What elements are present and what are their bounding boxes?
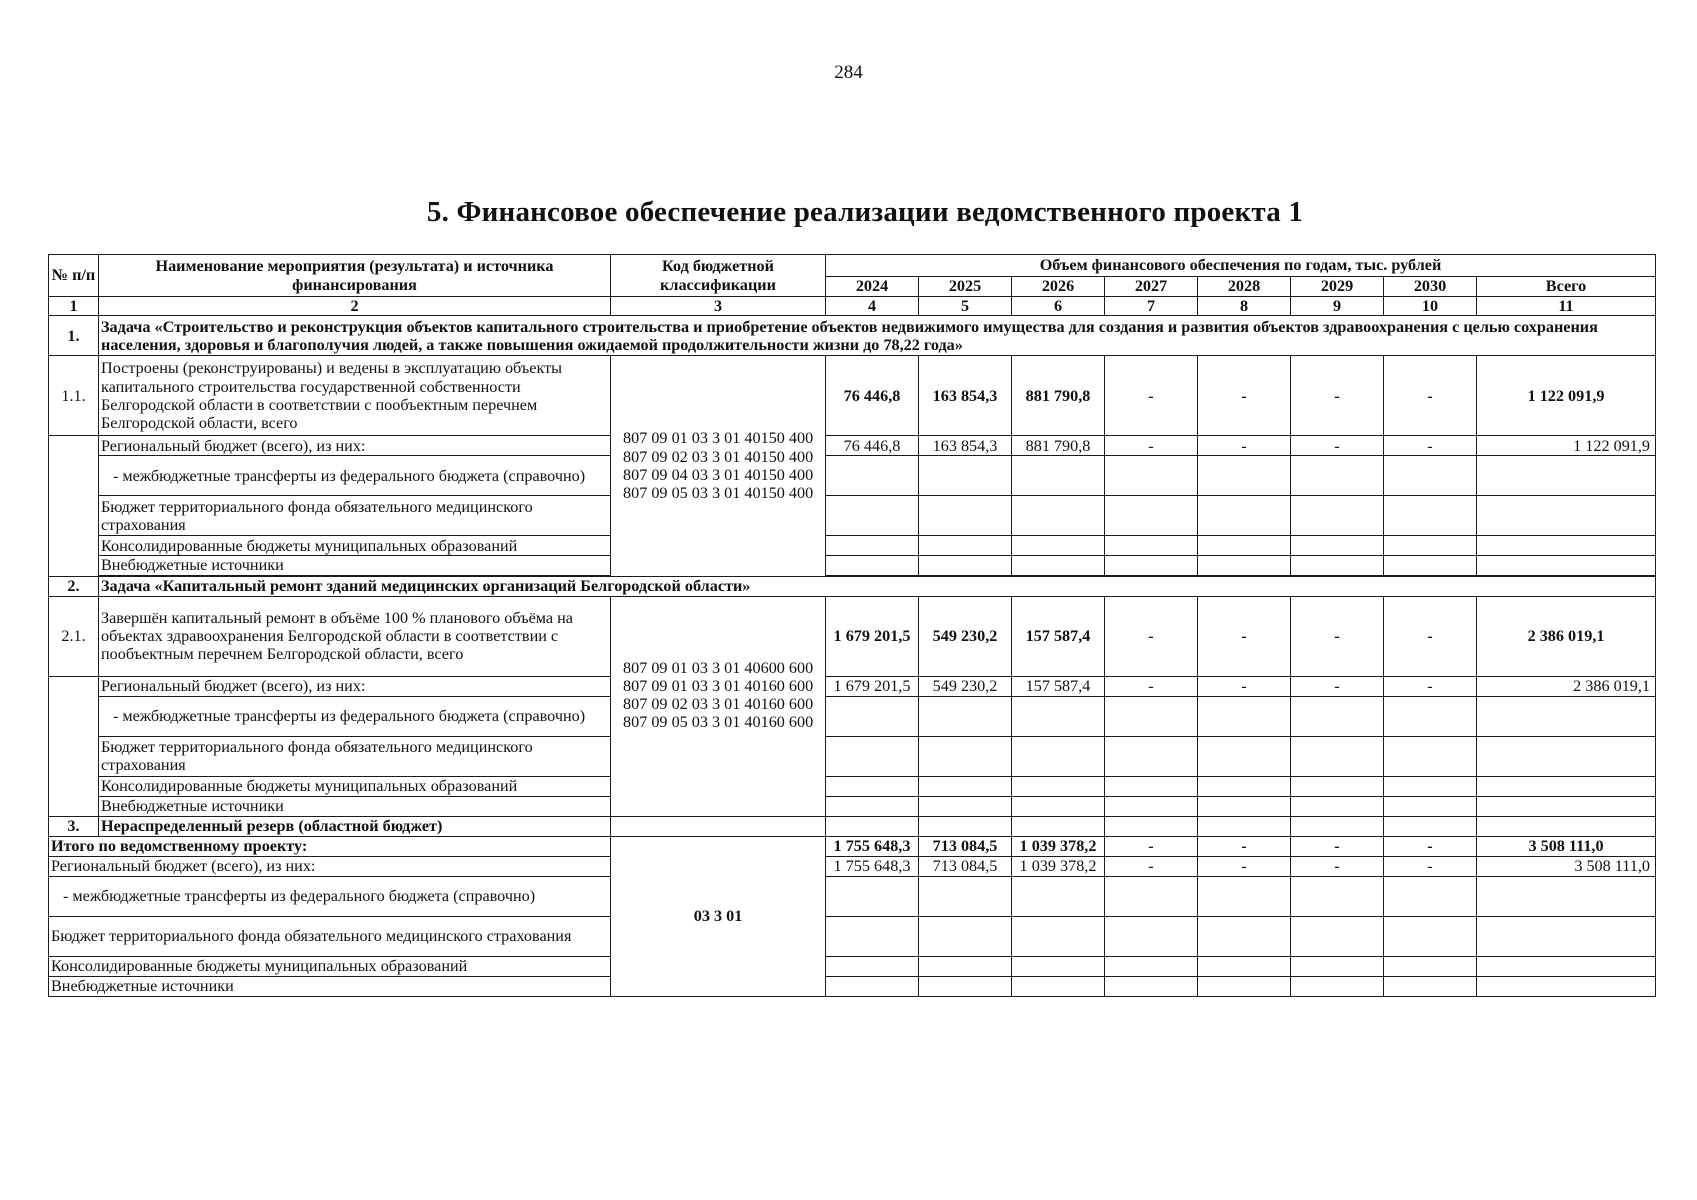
empty-cell	[1291, 736, 1384, 776]
value-cell: 881 790,8	[1012, 436, 1105, 456]
empty-cell	[1198, 536, 1291, 556]
empty-cell	[826, 736, 919, 776]
empty-cell	[1291, 696, 1384, 736]
empty-cell	[1105, 816, 1198, 836]
empty-cell	[1012, 816, 1105, 836]
empty-cell	[1105, 456, 1198, 496]
value-cell: 3 508 111,0	[1477, 836, 1656, 856]
column-number: 4	[826, 297, 919, 316]
budget-codes: 807 09 01 03 3 01 40600 600 807 09 01 03 3 01 40160 600 807 09 02 03 3 01 40160 600 807 09 05 03 3 01 40160 600	[611, 596, 826, 816]
empty-cell	[1477, 696, 1656, 736]
empty-cell	[1012, 796, 1105, 816]
empty-cell	[1105, 876, 1198, 916]
value-cell: 1 039 378,2	[1012, 836, 1105, 856]
empty-cell	[1384, 776, 1477, 796]
value-cell: -	[1384, 596, 1477, 676]
section-title: Задача «Капитальный ремонт зданий медицинских организаций Белгородской области»	[99, 576, 1656, 596]
header-num: № п/п	[49, 255, 99, 297]
empty-cell	[826, 976, 919, 996]
empty-cell	[919, 776, 1012, 796]
empty-cell	[1012, 956, 1105, 976]
empty-cell	[1012, 696, 1105, 736]
value-cell: -	[1105, 836, 1198, 856]
empty-cell	[1198, 876, 1291, 916]
empty-cell	[1384, 496, 1477, 536]
value-cell: -	[1291, 436, 1384, 456]
empty-cell	[1105, 696, 1198, 736]
empty-cell	[1012, 736, 1105, 776]
document-title: 5. Финансовое обеспечение реализации ведомственного проекта 1	[426, 196, 1304, 228]
item-name: Завершён капитальный ремонт в объёме 100 % планового объёма на объектах здравоохранения Белгородской области в соответствии с пообъектным перечнем Белгородской области, всего	[99, 596, 611, 676]
empty-cell	[1291, 956, 1384, 976]
value-cell: 163 854,3	[919, 356, 1012, 436]
value-cell: 2 386 019,1	[1477, 676, 1656, 696]
header-name: Наименование мероприятия (результата) и источника финансирования	[99, 255, 611, 297]
empty-cell	[1198, 556, 1291, 575]
empty-cell	[826, 556, 919, 575]
column-number: 10	[1384, 297, 1477, 316]
value-cell: 1 039 378,2	[1012, 856, 1105, 876]
empty-cell	[1105, 536, 1198, 556]
value-cell: -	[1198, 436, 1291, 456]
value-cell: 1 122 091,9	[1477, 436, 1656, 456]
item-number: 1.1.	[49, 356, 99, 436]
empty-cell	[919, 816, 1012, 836]
empty-cell	[1291, 556, 1384, 575]
source-tfoms: Бюджет территориального фонда обязательного медицинского страхования	[99, 496, 611, 536]
empty-cell	[1384, 816, 1477, 836]
empty-cell	[1477, 496, 1656, 536]
empty-cell	[611, 816, 826, 836]
value-cell: 1 122 091,9	[1477, 356, 1656, 436]
value-cell: 157 587,4	[1012, 596, 1105, 676]
source-extra: Внебюджетные источники	[99, 796, 611, 816]
value-cell: -	[1384, 836, 1477, 856]
empty-cell	[1198, 976, 1291, 996]
empty-cell	[919, 456, 1012, 496]
header-year: 2030	[1384, 277, 1477, 297]
source-federal: - межбюджетные трансферты из федерального бюджета (справочно)	[99, 456, 611, 496]
empty-cell	[826, 696, 919, 736]
section-title: Нераспределенный резерв (областной бюджет)	[99, 816, 611, 836]
column-number: 11	[1477, 297, 1656, 316]
value-cell: 881 790,8	[1012, 356, 1105, 436]
empty-cell	[1105, 736, 1198, 776]
value-cell: -	[1384, 436, 1477, 456]
empty-cell	[1012, 976, 1105, 996]
column-number: 8	[1198, 297, 1291, 316]
value-cell: -	[1384, 856, 1477, 876]
empty-cell	[1477, 796, 1656, 816]
column-number: 2	[99, 297, 611, 316]
value-cell: 1 755 648,3	[826, 836, 919, 856]
value-cell: -	[1384, 356, 1477, 436]
empty-cell	[1291, 796, 1384, 816]
value-cell: -	[1198, 836, 1291, 856]
source-extra: Внебюджетные источники	[99, 556, 611, 575]
section-title: Задача «Строительство и реконструкция объектов капитального строительства и приобретение объектов недвижимого имущества для создания и развития объектов здравоохранения с целью сохранения населения, здоровья и благополучия людей, а также повышения ожидаемой продолжительности жизни до 78,22 года»	[99, 316, 1656, 356]
empty-cell	[1198, 456, 1291, 496]
value-cell: -	[1105, 596, 1198, 676]
total-extra-label: Внебюджетные источники	[49, 976, 611, 996]
header-year: 2025	[919, 277, 1012, 297]
empty-cell	[1012, 496, 1105, 536]
empty-cell	[1477, 956, 1656, 976]
value-cell: -	[1198, 676, 1291, 696]
value-cell: -	[1291, 676, 1384, 696]
column-number: 1	[49, 297, 99, 316]
empty-cell	[1384, 536, 1477, 556]
empty-cell	[49, 436, 99, 576]
total-label: Итого по ведомственному проекту:	[49, 836, 611, 856]
value-cell: -	[1291, 596, 1384, 676]
empty-cell	[1384, 876, 1477, 916]
empty-cell	[1477, 916, 1656, 956]
value-cell: -	[1105, 856, 1198, 876]
empty-cell	[1012, 536, 1105, 556]
total-regional-label: Региональный бюджет (всего), из них:	[49, 856, 611, 876]
header-code: Код бюджетной классификации	[611, 255, 826, 297]
value-cell: -	[1105, 676, 1198, 696]
total-code: 03 3 01	[611, 836, 826, 996]
empty-cell	[919, 876, 1012, 916]
empty-cell	[1291, 816, 1384, 836]
item-name: Построены (реконструированы) и ведены в эксплуатацию объекты капитального строительства государственной собственности Белгородской области в соответствии с пообъектным перечнем Белгородской области, всего	[99, 356, 611, 436]
empty-cell	[1384, 456, 1477, 496]
empty-cell	[1198, 796, 1291, 816]
value-cell: 549 230,2	[919, 596, 1012, 676]
empty-cell	[1384, 696, 1477, 736]
empty-cell	[1477, 736, 1656, 776]
header-year: 2024	[826, 277, 919, 297]
column-number: 3	[611, 297, 826, 316]
value-cell: 163 854,3	[919, 436, 1012, 456]
empty-cell	[1384, 556, 1477, 575]
empty-cell	[919, 556, 1012, 575]
empty-cell	[1291, 496, 1384, 536]
empty-cell	[1198, 736, 1291, 776]
empty-cell	[1291, 916, 1384, 956]
empty-cell	[1105, 556, 1198, 575]
empty-cell	[1012, 776, 1105, 796]
empty-cell	[1105, 956, 1198, 976]
empty-cell	[1291, 536, 1384, 556]
value-cell: 76 446,8	[826, 436, 919, 456]
header-year: 2027	[1105, 277, 1198, 297]
empty-cell	[919, 736, 1012, 776]
empty-cell	[826, 456, 919, 496]
source-municipal: Консолидированные бюджеты муниципальных образований	[99, 776, 611, 796]
empty-cell	[1105, 796, 1198, 816]
header-year: 2029	[1291, 277, 1384, 297]
empty-cell	[1477, 776, 1656, 796]
empty-cell	[1291, 456, 1384, 496]
empty-cell	[1477, 536, 1656, 556]
empty-cell	[1384, 736, 1477, 776]
empty-cell	[1384, 916, 1477, 956]
empty-cell	[919, 496, 1012, 536]
value-cell: 1 679 201,5	[826, 676, 919, 696]
value-cell: 713 084,5	[919, 836, 1012, 856]
value-cell: -	[1291, 356, 1384, 436]
empty-cell	[1384, 796, 1477, 816]
empty-cell	[826, 816, 919, 836]
value-cell: -	[1291, 856, 1384, 876]
empty-cell	[1291, 776, 1384, 796]
empty-cell	[919, 956, 1012, 976]
source-regional: Региональный бюджет (всего), из них:	[99, 436, 611, 456]
source-federal: - межбюджетные трансферты из федерального бюджета (справочно)	[99, 696, 611, 736]
section-number: 2.	[49, 576, 99, 596]
total-municipal-label: Консолидированные бюджеты муниципальных образований	[49, 956, 611, 976]
empty-cell	[1477, 456, 1656, 496]
empty-cell	[826, 536, 919, 556]
empty-cell	[826, 776, 919, 796]
value-cell: -	[1198, 856, 1291, 876]
column-number: 6	[1012, 297, 1105, 316]
empty-cell	[1477, 816, 1656, 836]
source-tfoms: Бюджет территориального фонда обязательного медицинского страхования	[99, 736, 611, 776]
empty-cell	[1105, 976, 1198, 996]
empty-cell	[1105, 916, 1198, 956]
empty-cell	[1012, 876, 1105, 916]
empty-cell	[1105, 776, 1198, 796]
value-cell: -	[1291, 836, 1384, 856]
empty-cell	[1012, 916, 1105, 956]
column-number: 5	[919, 297, 1012, 316]
column-number: 7	[1105, 297, 1198, 316]
empty-cell	[919, 916, 1012, 956]
value-cell: 2 386 019,1	[1477, 596, 1656, 676]
empty-cell	[919, 976, 1012, 996]
item-number: 2.1.	[49, 596, 99, 676]
empty-cell	[1291, 876, 1384, 916]
empty-cell	[826, 876, 919, 916]
empty-cell	[1384, 976, 1477, 996]
empty-cell	[1105, 496, 1198, 536]
value-cell: -	[1105, 356, 1198, 436]
empty-cell	[1012, 556, 1105, 575]
empty-cell	[1012, 456, 1105, 496]
empty-cell	[1384, 956, 1477, 976]
empty-cell	[919, 796, 1012, 816]
empty-cell	[919, 536, 1012, 556]
empty-cell	[919, 696, 1012, 736]
empty-cell	[1477, 556, 1656, 575]
value-cell: 157 587,4	[1012, 676, 1105, 696]
value-cell: -	[1105, 436, 1198, 456]
value-cell: 1 679 201,5	[826, 596, 919, 676]
header-volume: Объем финансового обеспечения по годам, тыс. рублей	[826, 255, 1656, 277]
value-cell: -	[1198, 596, 1291, 676]
source-municipal: Консолидированные бюджеты муниципальных образований	[99, 536, 611, 556]
section-number: 1.	[49, 316, 99, 356]
value-cell: -	[1198, 356, 1291, 436]
empty-cell	[1198, 816, 1291, 836]
empty-cell	[826, 956, 919, 976]
empty-cell	[826, 916, 919, 956]
empty-cell	[1477, 876, 1656, 916]
empty-cell	[1198, 696, 1291, 736]
source-regional: Региональный бюджет (всего), из них:	[99, 676, 611, 696]
header-year: 2026	[1012, 277, 1105, 297]
empty-cell	[1477, 976, 1656, 996]
empty-cell	[826, 796, 919, 816]
header-total: Всего	[1477, 277, 1656, 297]
empty-cell	[1198, 496, 1291, 536]
empty-cell	[49, 676, 99, 816]
column-number: 9	[1291, 297, 1384, 316]
value-cell: 549 230,2	[919, 676, 1012, 696]
total-tfoms-label: Бюджет территориального фонда обязательного медицинского страхования	[49, 916, 611, 956]
value-cell: 713 084,5	[919, 856, 1012, 876]
value-cell: -	[1384, 676, 1477, 696]
empty-cell	[1291, 976, 1384, 996]
page-number: 284	[834, 62, 863, 83]
empty-cell	[1198, 776, 1291, 796]
value-cell: 76 446,8	[826, 356, 919, 436]
financing-table	[48, 254, 1656, 997]
total-federal-label: - межбюджетные трансферты из федерального бюджета (справочно)	[49, 876, 611, 916]
empty-cell	[1198, 956, 1291, 976]
empty-cell	[826, 496, 919, 536]
empty-cell	[1198, 916, 1291, 956]
section-number: 3.	[49, 816, 99, 836]
value-cell: 3 508 111,0	[1477, 856, 1656, 876]
value-cell: 1 755 648,3	[826, 856, 919, 876]
budget-codes: 807 09 01 03 3 01 40150 400 807 09 02 03 3 01 40150 400 807 09 04 03 3 01 40150 400 807 09 05 03 3 01 40150 400	[611, 356, 826, 576]
header-year: 2028	[1198, 277, 1291, 297]
